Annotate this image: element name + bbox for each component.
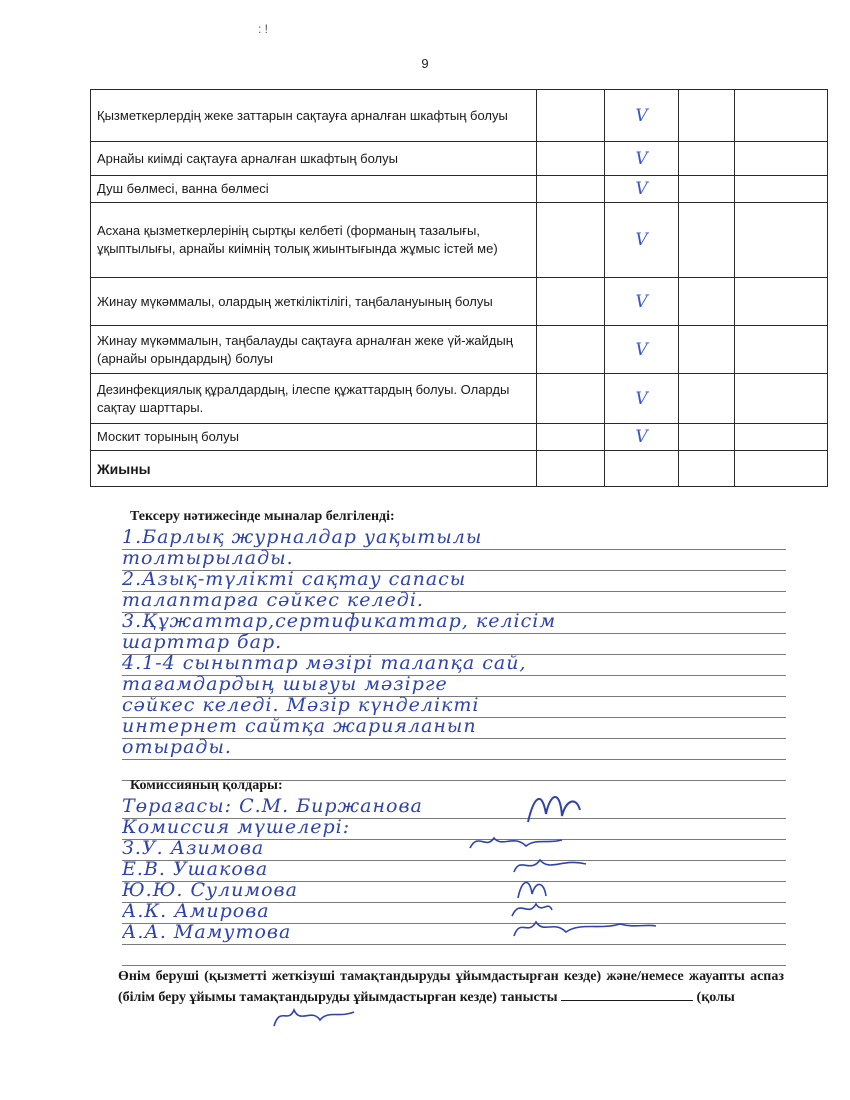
table-row [91,424,828,451]
commission-line: А.А. Мамутова [122,923,786,945]
check-mark: V [605,374,679,424]
scan-marks: : ! [258,22,269,36]
commission-line: З.У. Азимова [122,839,786,861]
findings-title: Тексеру нәтижесінде мыналар белгіленді: [130,509,395,524]
signature-blank [561,986,693,1001]
cell-empty [679,278,735,326]
cell-empty [735,374,828,424]
criterion-label: Арнайы киімді сақтауға арналған шкафтың болуы [91,142,537,176]
finding-line: тағамдардың шығуы мәзірге [122,675,786,697]
criterion-label: Дезинфекциялық құралдардың, ілеспе құжаттардың болуы. Оларды сақтау шарттары. [91,374,537,424]
criterion-label: Қызметкерлердің жеке заттарын сақтауға арналған шкафтың болуы [91,90,537,142]
cell-empty [537,176,605,203]
finding-line: шарттар бар. [122,633,786,655]
criterion-label: Асхана қызметкерлерінің сыртқы келбеті (форманың тазалығы, ұқыптылығы, арнайы киімнің толық жиынтығында жұмыс істей ме) [91,203,537,278]
cell-empty [537,90,605,142]
member-signature [510,914,660,940]
table-row [91,278,828,326]
finding-line: талаптарға сәйкес келеді. [122,591,786,613]
commission-line [122,944,786,966]
finding-line: сәйкес келеді. Мәзір күнделікті [122,696,786,718]
finding-line: толтырылады. [122,549,786,571]
commission-title: Комиссияның қолдары: [130,778,283,793]
cell-empty [679,176,735,203]
cell-empty [679,374,735,424]
cell-empty [537,424,605,451]
commission-line: Комиссия мүшелері: [122,818,786,840]
check-mark: V [605,176,679,203]
check-mark: V [605,326,679,374]
criterion-label: Москит торының болуы [91,424,537,451]
cell-empty [679,142,735,176]
cell-empty [537,451,605,487]
acknowledgement-text-before: Өнім беруші (қызметті жеткізуші тамақтандыруды ұйымдастырған кезде) және/немесе жауапты аспаз (білім беру ұйымы тамақтандыруды ұйымдастырған кезде) танысты [118,969,784,1005]
criterion-label: Душ бөлмесі, ванна бөлмесі [91,176,537,203]
commission-line: А.К. Амирова [122,902,786,924]
commission-line: Е.В. Ушакова [122,860,786,882]
cell-empty [679,203,735,278]
supplier-signature [268,1002,358,1032]
cell-empty [735,278,828,326]
table-row [91,176,828,203]
table-total-row [91,451,828,487]
finding-line: отырады. [122,738,786,760]
cell-empty [537,278,605,326]
commission-line: Төрағасы: С.М. Биржанова [122,797,786,819]
check-mark: V [605,203,679,278]
total-label: Жиыны [91,451,537,487]
cell-empty [537,326,605,374]
criterion-label: Жинау мүкәммалын, таңбалауды сақтауға арналған жеке үй-жайдың (арнайы орындардың) болуы [91,326,537,374]
cell-empty [735,203,828,278]
cell-empty [735,451,828,487]
chair-signature [520,786,590,830]
table-row [91,142,828,176]
cell-empty [679,451,735,487]
check-mark: V [605,424,679,451]
cell-empty [735,176,828,203]
cell-empty [537,142,605,176]
check-mark: V [605,142,679,176]
cell-empty [679,424,735,451]
table-row [91,374,828,424]
cell-empty [735,424,828,451]
finding-line: 2.Азық-түлікті сақтау сапасы [122,570,786,592]
cell-empty [735,90,828,142]
acknowledgement-text-after: (қолы [693,990,735,1005]
cell-empty [679,90,735,142]
checklist-table [90,89,828,487]
table-row [91,203,828,278]
cell-empty [605,451,679,487]
finding-line: 4.1-4 сыныптар мәзірі талапқа сай, [122,654,786,676]
finding-line: интернет сайтқа жарияланып [122,717,786,739]
member-signature [466,830,566,854]
cell-empty [537,374,605,424]
check-mark: V [605,90,679,142]
criterion-label: Жинау мүкәммалы, олардың жеткіліктілігі, таңбалануының болуы [91,278,537,326]
commission-line: Ю.Ю. Сулимова [122,881,786,903]
acknowledgement-text [118,967,784,1007]
table-row [91,326,828,374]
cell-empty [735,142,828,176]
finding-line: 1.Барлық журналдар уақытылы [122,528,786,550]
table-row [91,90,828,142]
cell-empty [735,326,828,374]
cell-empty [537,203,605,278]
check-mark: V [605,278,679,326]
finding-line: 3.Құжаттар,сертификаттар, келісім [122,612,786,634]
page-number: 9 [421,56,429,71]
cell-empty [679,326,735,374]
